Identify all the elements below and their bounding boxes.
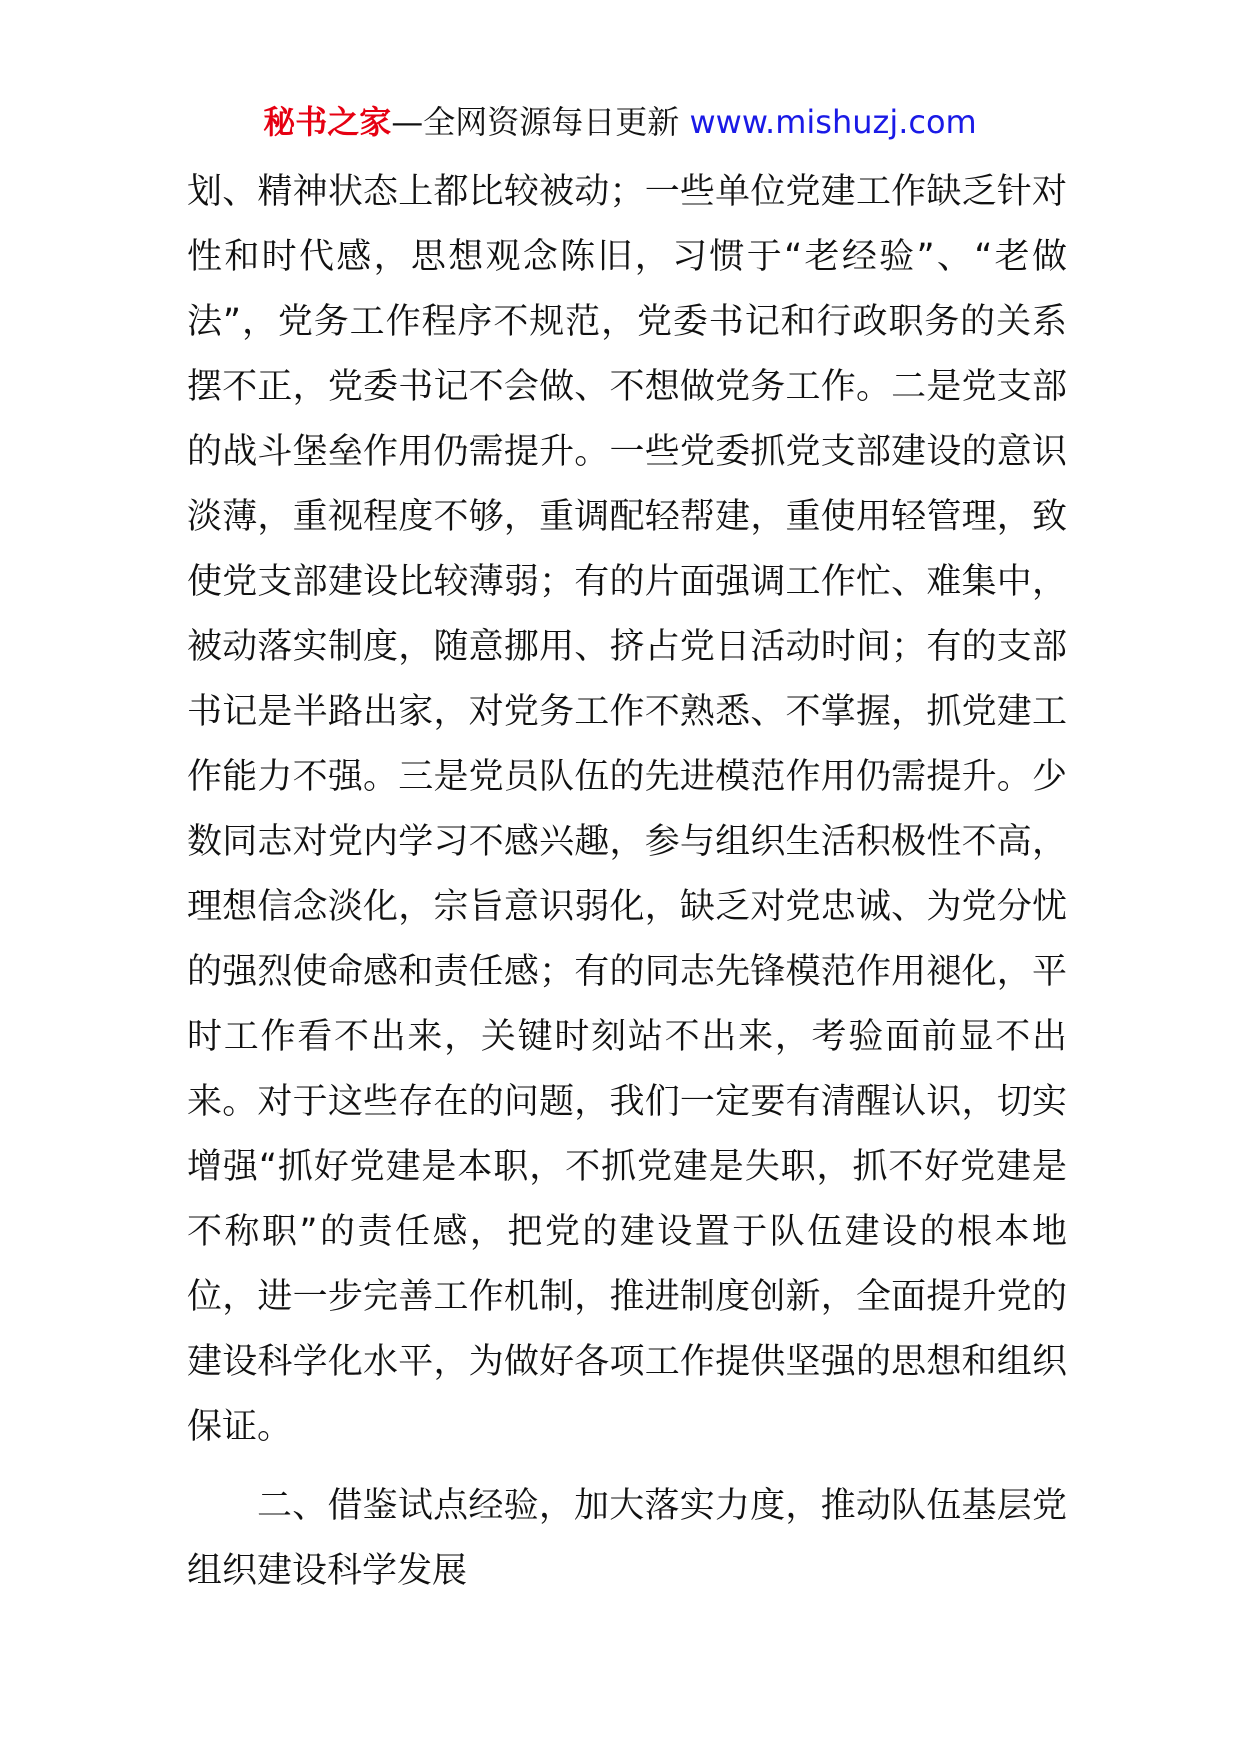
text-line: 不称职”的责任感，把党的建设置于队伍建设的根本地: [187, 1212, 1067, 1252]
text-line: 保证。: [187, 1407, 293, 1447]
text-line: 来。对于这些存在的问题，我们一定要有清醒认识，切实: [187, 1082, 1067, 1122]
heading-line: 组织建设科学发展: [187, 1551, 468, 1591]
text-line: 淡薄，重视程度不够，重调配轻帮建，重使用轻管理，致: [187, 497, 1067, 537]
site-url-link[interactable]: www.mishuzj.com: [689, 103, 977, 141]
text-line: 时工作看不出来，关键时刻站不出来，考验面前显不出: [187, 1017, 1067, 1057]
text-line: 书记是半路出家，对党务工作不熟悉、不掌握，抓党建工: [187, 692, 1067, 732]
text-line: 数同志对党内学习不感兴趣，参与组织生活积极性不高，: [187, 822, 1067, 862]
document-body: [187, 160, 1067, 1604]
text-line: 法”，党务工作程序不规范，党委书记和行政职务的关系: [187, 302, 1067, 342]
text-line: 建设科学化水平，为做好各项工作提供坚强的思想和组织: [187, 1342, 1067, 1382]
text-line: 性和时代感，思想观念陈旧，习惯于“老经验”、“老做: [187, 237, 1067, 277]
heading-line: 二、借鉴试点经验，加大落实力度，推动队伍基层党: [257, 1486, 1067, 1526]
header-tagline: —全网资源每日更新: [391, 103, 680, 141]
text-line: 摆不正，党委书记不会做、不想做党务工作。二是党支部: [187, 367, 1067, 407]
text-line: 理想信念淡化，宗旨意识弱化，缺乏对党忠诚、为党分忧: [187, 887, 1067, 927]
text-line: 作能力不强。三是党员队伍的先进模范作用仍需提升。少: [187, 757, 1067, 797]
text-line: 的强烈使命感和责任感；有的同志先锋模范作用褪化，平: [187, 952, 1067, 992]
text-line: 增强“抓好党建是本职，不抓党建是失职，抓不好党建是: [187, 1147, 1067, 1187]
text-line: 使党支部建设比较薄弱；有的片面强调工作忙、难集中，: [187, 562, 1067, 602]
text-line: 的战斗堡垒作用仍需提升。一些党委抓党支部建设的意识: [187, 432, 1067, 472]
paragraph-problems: [187, 160, 1067, 1460]
text-line: 划、精神状态上都比较被动；一些单位党建工作缺乏针对: [187, 172, 1067, 212]
section-heading: [187, 1474, 1067, 1604]
paragraph-spacer: [187, 1460, 1067, 1474]
text-line: 被动落实制度，随意挪用、挤占党日活动时间；有的支部: [187, 627, 1067, 667]
brand-name: 秘书之家: [263, 103, 392, 141]
page-header: [0, 100, 1240, 144]
text-line: 位，进一步完善工作机制，推进制度创新，全面提升党的: [187, 1277, 1067, 1317]
